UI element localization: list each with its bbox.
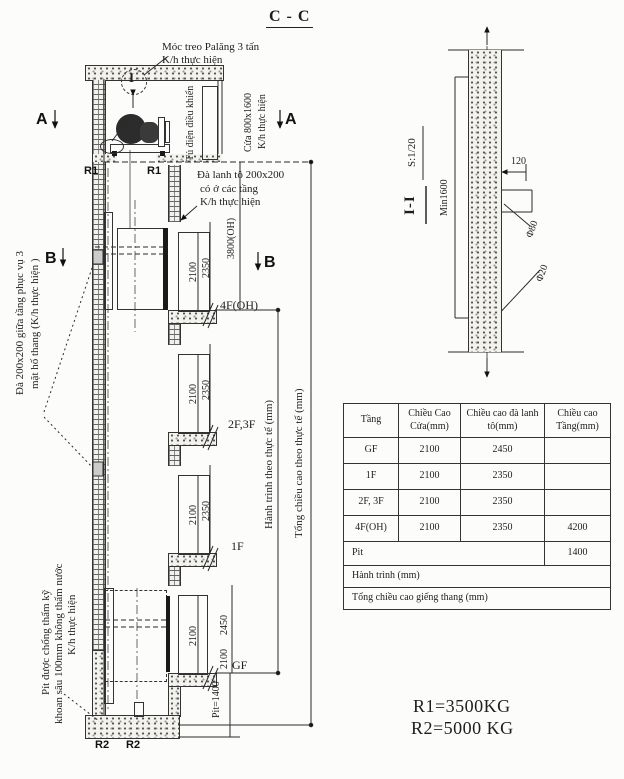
load-r2: R2=5000 KG — [411, 718, 514, 738]
dim-door-4f: 2100 — [188, 262, 199, 282]
dim-door-gf: 2100 — [188, 626, 199, 646]
floor-slab-4f — [168, 310, 217, 324]
table-cell — [545, 438, 611, 464]
dim-total-height: Tổng chiều cao theo thực tế (mm) — [293, 388, 305, 538]
col-header: Tầng — [344, 404, 399, 438]
detail-scale: S:1/20 — [406, 138, 418, 168]
table-cell: 2350 — [461, 516, 545, 542]
cabinet-label: Tủ điện điều khiển — [185, 85, 196, 161]
floor-height-table — [343, 403, 611, 610]
detail-title: I-I — [402, 195, 418, 215]
floor-slab-1f — [168, 553, 217, 567]
shaft-right-wall — [168, 444, 181, 466]
table-cell: 2350 — [461, 490, 545, 516]
mid-beam-note-line2: mặt hố thang (K/h thực hiện ) — [29, 258, 41, 390]
machine-room-door-label1: Cửa 800x1600 — [243, 92, 254, 152]
car-door-panel-top — [163, 228, 168, 310]
pit-buffer — [134, 702, 144, 717]
table-cell — [545, 490, 611, 516]
guide-rail-top — [104, 212, 113, 310]
dim-lintel-gf: 2450 — [219, 615, 230, 635]
pit-note-line3: K/h thực hiện — [66, 594, 78, 656]
table-cell-pit: Pit — [344, 542, 545, 566]
table-cell: 2100 — [399, 464, 461, 490]
elevator-car-bottom — [105, 590, 167, 682]
table-cell: 2100 — [399, 438, 461, 464]
reaction-label-r1: R1 — [147, 165, 162, 177]
table-cell: 4200 — [545, 516, 611, 542]
section-marker-a-right: A — [285, 111, 297, 128]
car-door-panel-bottom — [166, 596, 170, 672]
pit-note-line1: Pít được chống thấm kỹ — [40, 589, 52, 695]
pit-note-line2: khoan sâu 100mm không thấm nước — [53, 563, 65, 725]
col-header: Chiều cao Tầng(mm) — [545, 404, 611, 438]
section-title: C - C — [266, 8, 313, 28]
dim-wall-thickness: 120 — [511, 156, 526, 167]
load-r1: R1=3500KG — [413, 696, 511, 716]
lintel-note-line3: K/h thực hiện — [200, 196, 261, 208]
table-row-total: Tổng chiều cao giếng thang (mm) — [344, 588, 611, 610]
dim-overhead: 3800(OH) — [226, 217, 237, 259]
label-phi80: Φ80 — [524, 218, 541, 240]
dim-door-1f: 2100 — [188, 505, 199, 525]
guide-rail-bottom — [104, 588, 114, 704]
machine-room-door-label2: K/h thực hiện — [257, 94, 268, 150]
dim-lintel-2f3f: 2350 — [201, 380, 212, 400]
table-cell: 2350 — [461, 464, 545, 490]
brake-disc — [158, 117, 165, 147]
dim-door-gf-2: 2100 — [219, 649, 230, 669]
col-header: Chiều cao đà lanh tô(mm) — [461, 404, 545, 438]
elevator-car-top — [117, 228, 165, 310]
table-cell: 2450 — [461, 438, 545, 464]
lintel-note-line1: Đà lanh tô 200x200 — [197, 169, 285, 181]
shaft-right-wall — [168, 565, 181, 586]
table-cell-pit-value: 1400 — [545, 542, 611, 566]
control-cabinet — [202, 86, 218, 160]
isolation-pad-callout — [100, 139, 124, 154]
top-slab — [85, 65, 224, 81]
shaft-right-wall — [168, 165, 181, 222]
dim-lintel-1f: 2350 — [201, 501, 212, 521]
shaft-right-wall — [168, 322, 181, 345]
table-cell — [545, 464, 611, 490]
floor-slab-gf — [168, 673, 217, 687]
floor-label-2f3f: 2F,3F — [228, 417, 256, 431]
label-phi20: Φ20 — [534, 262, 551, 284]
dim-travel: Hành trình theo thực tế (mm) — [263, 399, 275, 530]
mid-beam-note-line1: Đà 200x200 giữa tầng phục vụ 3 — [14, 250, 26, 396]
bedplate-foot — [160, 151, 165, 156]
reaction-label-r2: R2 — [126, 739, 141, 751]
table-cell: 2100 — [399, 516, 461, 542]
floor-slab-2f3f — [168, 432, 217, 446]
dim-door-2f3f: 2100 — [188, 384, 199, 404]
detail-marker-i: I — [129, 70, 135, 85]
table-row-travel: Hành trình (mm) — [344, 566, 611, 588]
pit-right-wall — [168, 685, 181, 717]
table-cell: GF — [344, 438, 399, 464]
detail-wall — [468, 50, 502, 352]
pit-floor-slab — [85, 715, 180, 739]
table-cell: 1F — [344, 464, 399, 490]
section-marker-b-right: B — [264, 254, 276, 271]
dim-pit-depth: Pit=1400 — [211, 681, 222, 719]
brake-disc — [165, 121, 170, 143]
dim-lintel-4f: 2350 — [201, 258, 212, 278]
floor-label-1f: 1F — [231, 539, 244, 553]
dim-min-height: Min1600 — [439, 179, 450, 217]
section-marker-b-left: B — [45, 250, 57, 267]
table-cell: 2100 — [399, 490, 461, 516]
lintel-note-line2: có ở các tầng — [200, 183, 259, 195]
table-cell: 2F, 3F — [344, 490, 399, 516]
hook-note-line2: K/h thực hiện — [162, 54, 223, 66]
hook-note-line1: Móc treo Palăng 3 tấn — [162, 41, 260, 53]
floor-label-4f: 4F(OH) — [220, 298, 258, 312]
reaction-label-r1: R1 — [84, 165, 99, 177]
col-header: Chiều Cao Cửa(mm) — [399, 404, 461, 438]
section-marker-a-left: A — [36, 111, 48, 128]
reaction-label-r2: R2 — [95, 739, 110, 751]
floor-label-gf: GF — [232, 658, 248, 672]
hoist-machine-gearbox — [140, 122, 159, 143]
table-cell: 4F(OH) — [344, 516, 399, 542]
